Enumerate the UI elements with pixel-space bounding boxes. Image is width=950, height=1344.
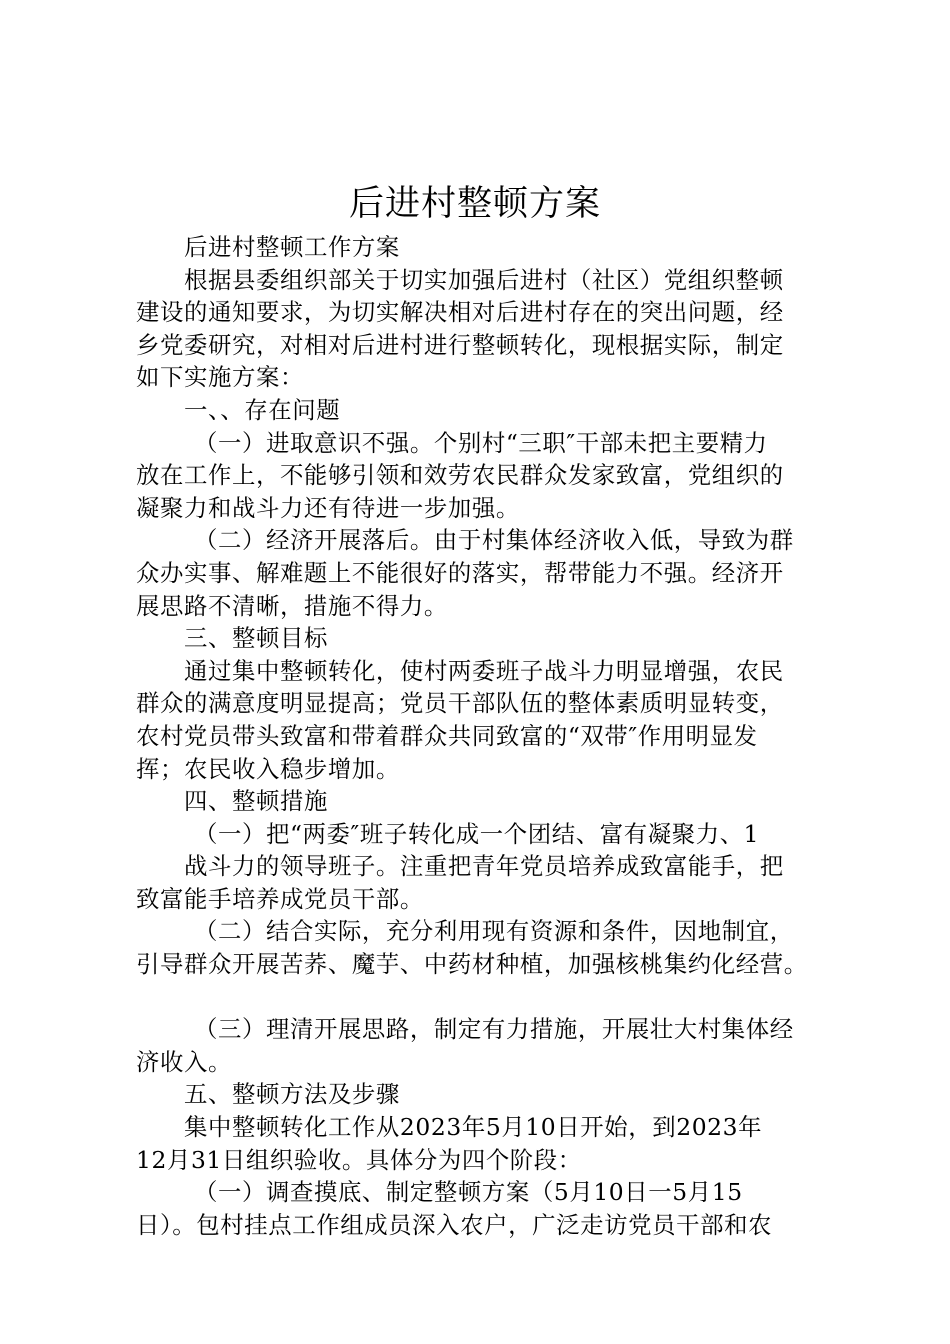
paragraph-line: 农村党员带头致富和带着群众共同致富的“双带″作用明显发 [136,721,758,750]
paragraph-line: 如下实施方案： [136,363,304,392]
section-heading: 三、整顿目标 [184,624,328,653]
paragraph-line: 乡党委研究，对相对后进村进行整顿转化，现根据实际，制定 [136,330,784,359]
paragraph-line: （二）经济开展落后。由于村集体经济收入低，导致为群 [194,526,794,555]
section-heading: 四、整顿措施 [184,787,328,816]
paragraph-line: 放在工作上，不能够引领和效劳农民群众发家致富，党组织的 [136,461,784,490]
paragraph-line: 引导群众开展苦荞、魔芋、中药材种植，加强核桃集约化经营。 [136,950,808,979]
document-title: 后进村整顿方案 [348,184,601,224]
paragraph-line: （一）把“两委″班子转化成一个团结、富有凝聚力、1 [194,819,760,848]
paragraph-line: 建设的通知要求，为切实解决相对后进村存在的突出问题，经 [136,298,784,327]
blank-line [136,981,836,1014]
paragraph-line: 日）。包村挂点工作组成员深入农户，广泛走访党员干部和农 [136,1210,773,1239]
document-body [136,231,836,1241]
paragraph-line: 挥；农民收入稳步增加。 [136,754,400,783]
paragraph-line: （三）理清开展思路，制定有力措施，开展壮大村集体经 [194,1015,794,1044]
paragraph-line: 12月31日组织验收。具体分为四个阶段： [136,1145,582,1174]
section-heading: 一、、存在问题 [184,395,341,424]
paragraph-line: 展思路不清晰，措施不得力。 [136,591,448,620]
paragraph-line: （二）结合实际，充分利用现有资源和条件，因地制宜， [194,917,794,946]
paragraph-line: 根据县委组织部关于切实加强后进村（社区）党组织整顿 [184,265,784,294]
paragraph-line: 致富能手培养成党员干部。 [136,884,424,913]
paragraph-line: 通过集中整顿转化，使村两委班子战斗力明显增强，农民 [184,656,784,685]
paragraph-line: 群众的满意度明显提高；党员干部队伍的整体素质明显转变， [136,689,784,718]
paragraph-line: 济收入。 [136,1047,232,1076]
section-heading: 五、整顿方法及步骤 [184,1080,400,1109]
paragraph-line: （一）调查摸底、制定整顿方案（5月10日一5月15 [194,1178,743,1207]
paragraph-line: 凝聚力和战斗力还有待进一步加强。 [136,493,520,522]
subtitle-line: 后进村整顿工作方案 [184,233,400,261]
paragraph-line: 战斗力的领导班子。注重把青年党员培养成致富能手，把 [184,852,784,881]
paragraph-line: （一）进取意识不强。个别村“三职″干部未把主要精力 [194,428,768,457]
paragraph-line: 众办实事、解难题上不能很好的落实，帮带能力不强。经济开 [136,558,784,587]
paragraph-line: 集中整顿转化工作从2023年5月10日开始，到2023年 [184,1113,763,1142]
